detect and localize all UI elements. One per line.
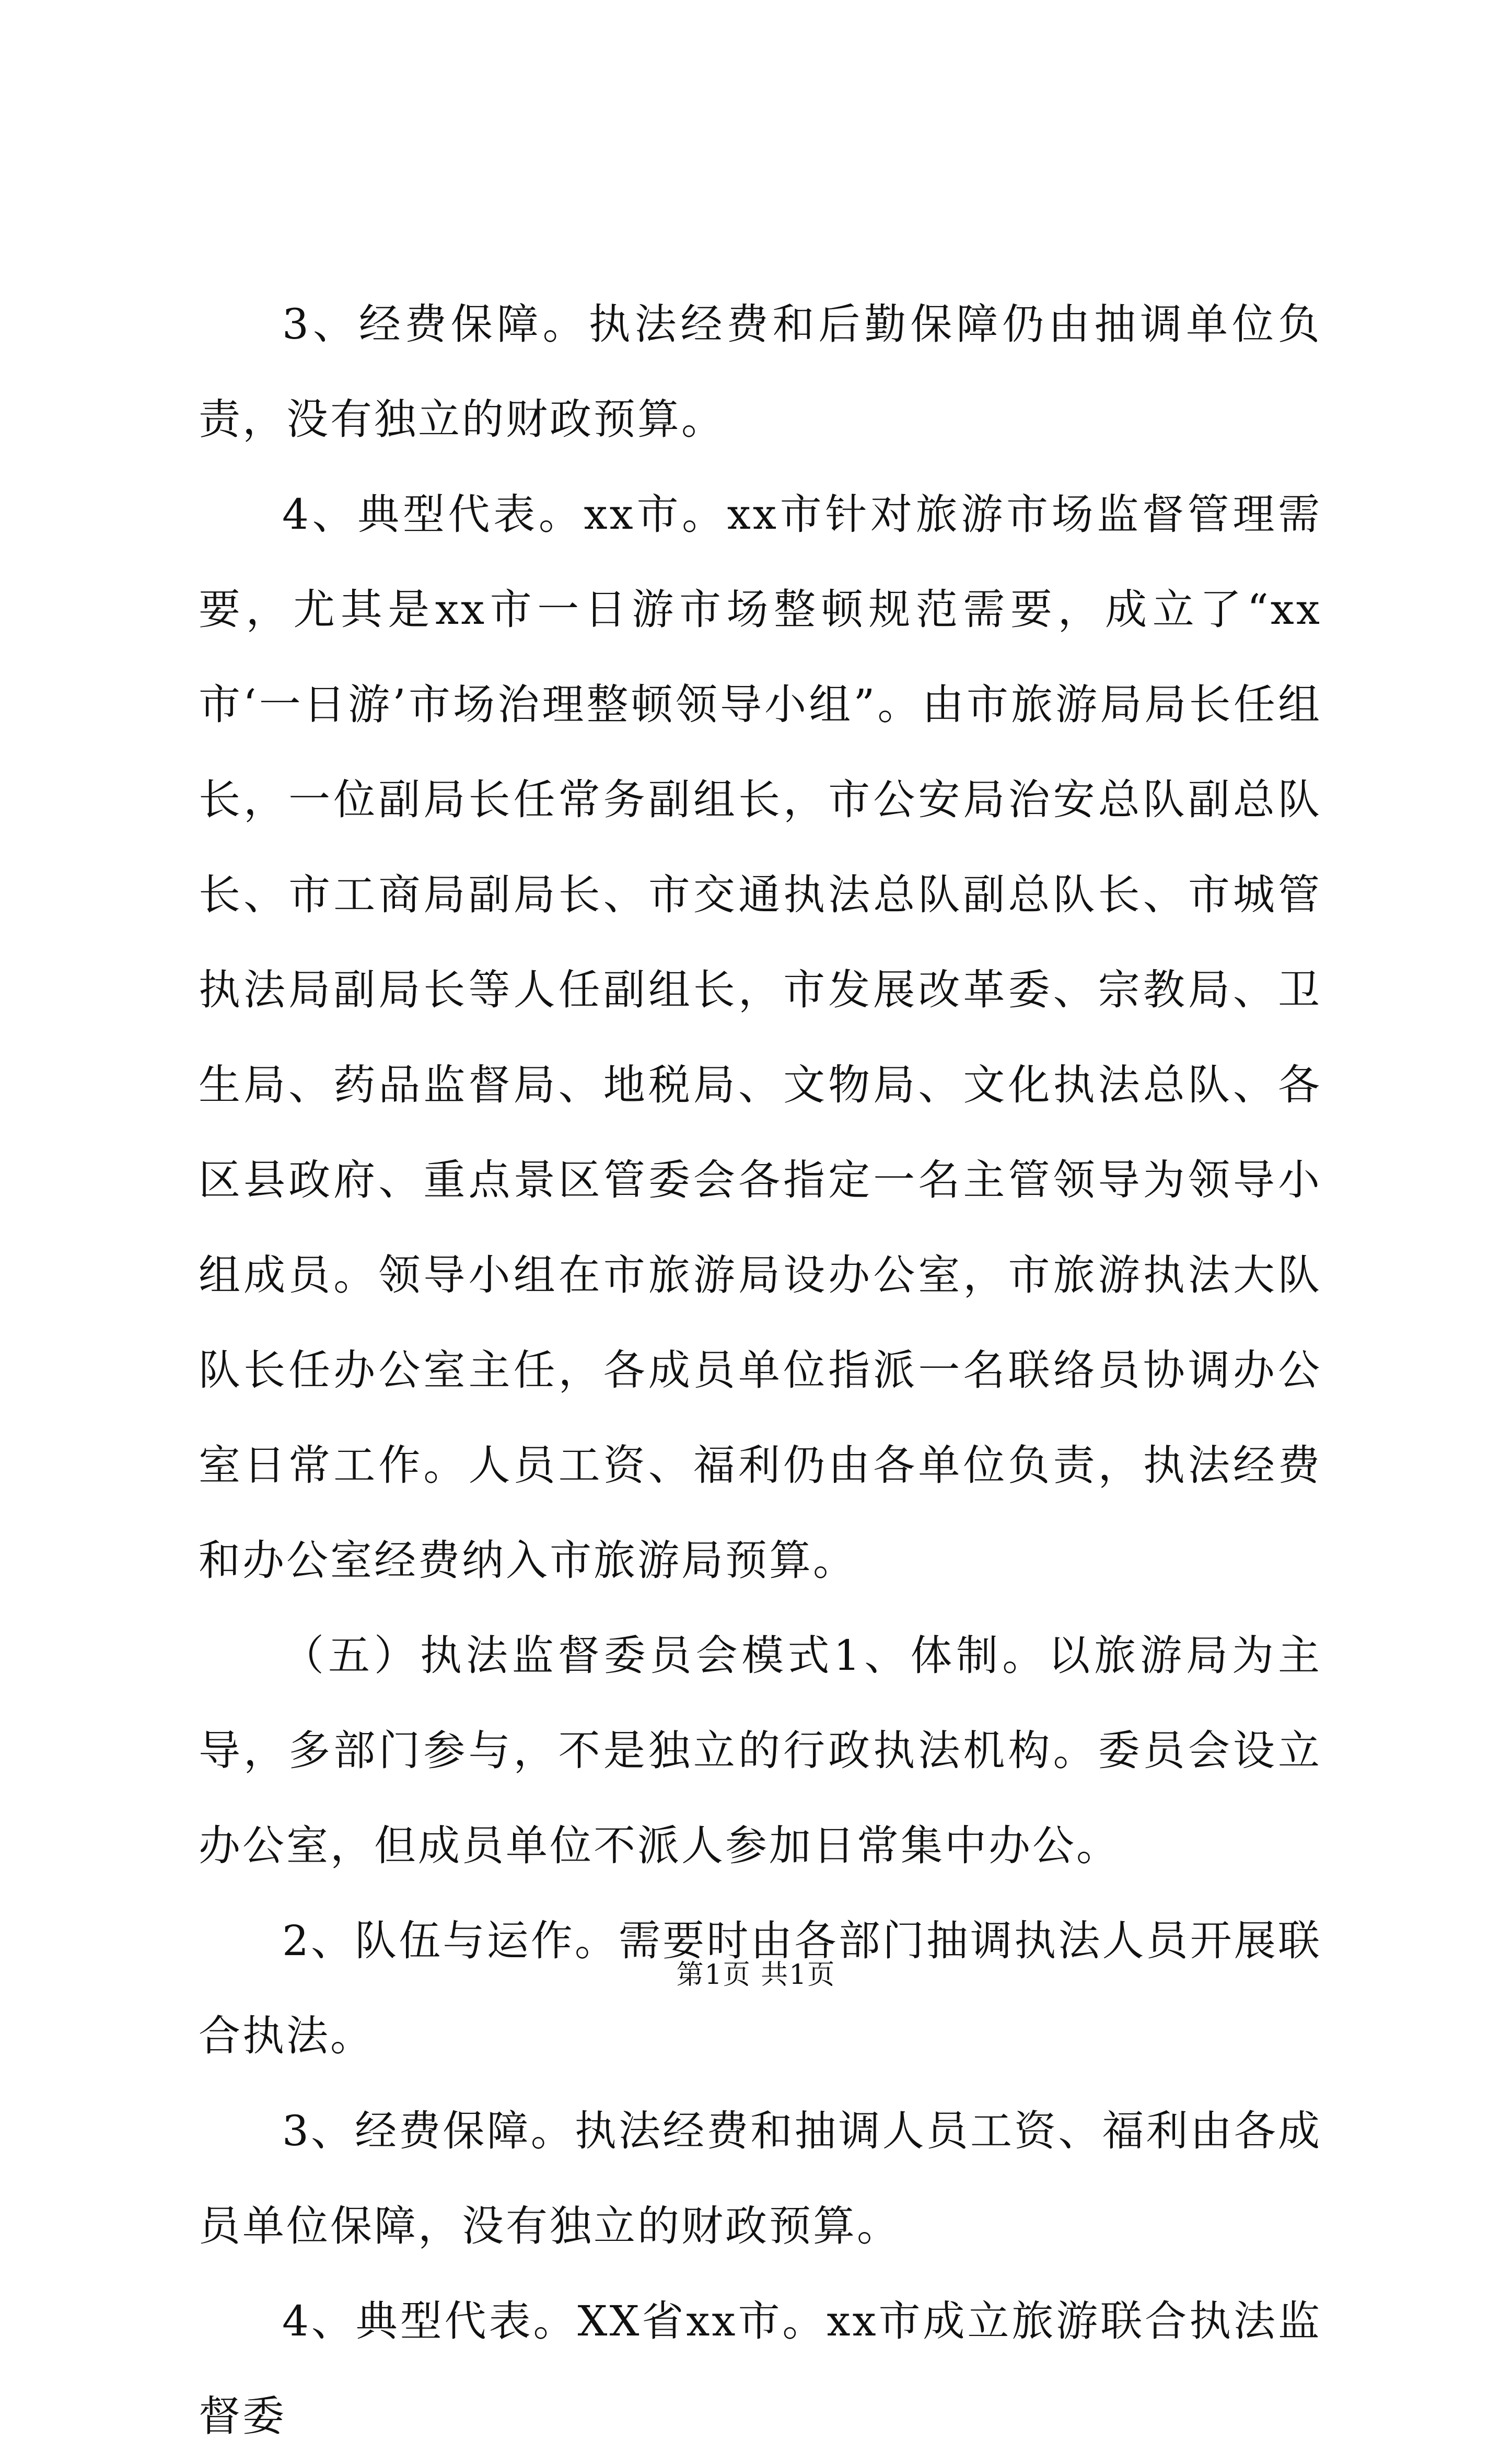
paragraph-funding: 3、经费保障。执法经费和后勤保障仍由抽调单位负责，没有独立的财政预算。 <box>199 300 1322 444</box>
document-body <box>199 277 1322 2464</box>
paragraph-team-operation: 2、队伍与运作。需要时由各部门抽调执法人员开展联合执法。 <box>199 1916 1322 2060</box>
page-footer: 第1页 共1页 <box>676 1959 836 1991</box>
paragraph-committee-model: （五）执法监督委员会模式1、体制。以旅游局为主导，多部门参与，不是独立的行政执法机构。委员会设立办公室，但成员单位不派人参加日常集中办公。 <box>199 1631 1322 1870</box>
paragraph-example-city: 4、典型代表。xx市。xx市针对旅游市场监督管理需要，尤其是xx市一日游市场整顿规范需要，成立了“xx市‘一日游’市场治理整顿领导小组”。由市旅游局局长任组长，一位副局长任常务副组长，市公安局治安总队副总队长、市工商局副局长、市交通执法总队副总队长、市城管执法局副局长等人任副组长，市发展改革委、宗教局、卫生局、药品监督局、地税局、文物局、文化执法总队、各区县政府、重点景区管委会各指定一名主管领导为领导小组成员。领导小组在市旅游局设办公室，市旅游执法大队队长任办公室主任，各成员单位指派一名联络员协调办公室日常工作。人员工资、福利仍由各单位负责，执法经费和办公室经费纳入市旅游局预算。 <box>199 490 1322 1585</box>
paragraph-example-province: 4、典型代表。XX省xx市。xx市成立旅游联合执法监督委 <box>199 2297 1322 2440</box>
paragraph-funding-2: 3、经费保障。执法经费和抽调人员工资、福利由各成员单位保障，没有独立的财政预算。 <box>199 2107 1322 2250</box>
